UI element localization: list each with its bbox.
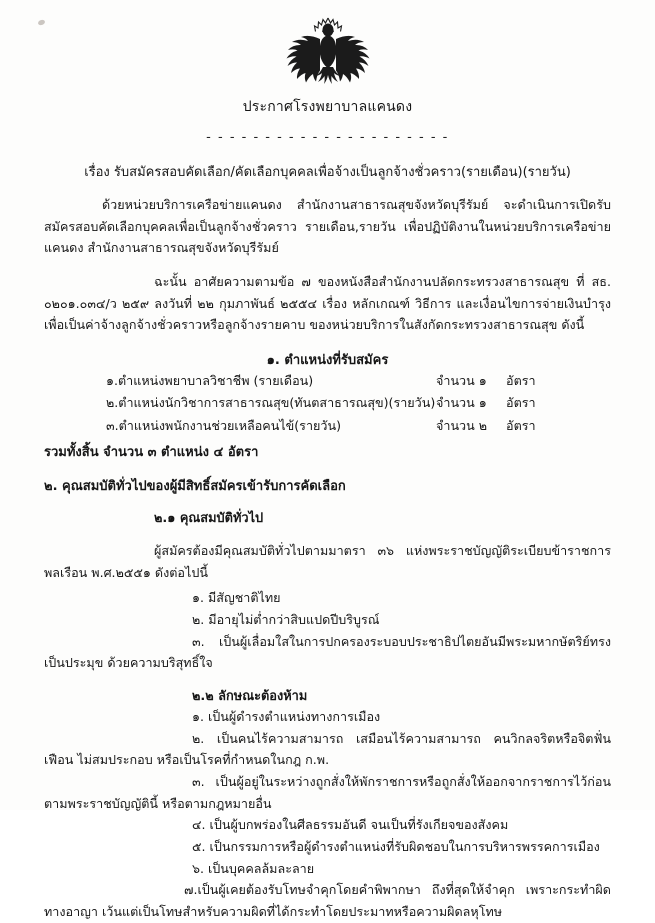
list-item: ๖. เป็นบุคคลล้มละลาย: [192, 860, 315, 876]
section-2-1-heading: ๒.๑ คุณสมบัติทั่วไป: [154, 511, 264, 527]
list-item: ๗.เป็นผู้เคยต้องรับโทษจำคุกโดยคำพิพากษา ถึงที่สุดให้จำคุก เพราะกระทำผิดทางอาญา เว้นแต่เป็นโทษสำหรับความผิดที่ได้กระทำโดยประมาทหรือความผิดลหุโทษ: [44, 882, 611, 919]
position-name: ๒.ตำแหน่งนักวิชาการสาธารณสุข(ทันตสาธารณสุข)(รายวัน): [106, 395, 436, 411]
position-name: ๓.ตำแหน่งพนักงานช่วยเหลือคนไข้(รายวัน): [106, 417, 341, 433]
paragraph-2: ฉะนั้น อาศัยความตามข้อ ๗ ของหนังสือสำนักงานปลัดกระทรวงสาธารณสุข ที่ สธ. ๐๒๐๑.๐๓๔/ว ๒๕๙ ลงวันที่ ๒๒ กุมภาพันธ์ ๒๕๕๔ เรื่อง หลักเกณฑ์ วิธีการ และเงื่อนไขการจ่ายเงินบำรุงเพื่อเป็นค่าจ้างลูกจ้างชั่วคราวหรือลูกจ้างรายคาบ ของหน่วยบริการในสังกัดกระทรวงสาธารณสุข ดังนี้: [44, 273, 611, 333]
emblem-container: [44, 0, 611, 86]
position-unit: อัตรา: [506, 395, 536, 411]
section-2-1-intro: ผู้สมัครต้องมีคุณสมบัติทั่วไปตามมาตรา ๓๖ แห่งพระราชบัญญัติระเบียบข้าราชการพลเรือน พ.ศ.๒๕๕๑ ดังต่อไปนี้: [44, 543, 611, 580]
position-row: [106, 392, 611, 414]
subject-line: เรื่อง รับสมัครสอบคัดเลือก/คัดเลือกบุคคลเพื่อจ้างเป็นลูกจ้างชั่วคราว(รายเดือน)(รายวัน): [84, 165, 571, 180]
list-item: ๒. มีอายุไม่ต่ำกว่าสิบแปดปีบริบูรณ์: [192, 612, 380, 628]
position-name: ๑.ตำแหน่งพยาบาลวิชาชีพ (รายเดือน): [106, 372, 314, 388]
page-title: ประกาศโรงพยาบาลแคนดง: [242, 99, 413, 115]
section-2-heading: ๒. คุณสมบัติทั่วไปของผู้มีสิทธิ์สมัครเข้ารับการคัดเลือก: [44, 479, 346, 495]
position-quantity: จำนวน ๒: [436, 417, 488, 433]
section-1-heading: ๑. ตำแหน่งที่รับสมัคร: [266, 352, 389, 368]
list-item: ๒. เป็นคนไร้ความสามารถ เสมือนไร้ความสามารถ คนวิกลจริตหรือจิตฟั่นเฟือน ไม่สมประกอบ หรือเป็นโรคที่กำหนดในกฎ ก.พ.: [44, 730, 611, 768]
section-2-2-heading: ๒.๒ ลักษณะต้องห้าม: [192, 689, 308, 705]
position-row: [106, 415, 611, 437]
list-item: ๔. เป็นผู้บกพร่องในศีลธรรมอันดี จนเป็นที่รังเกียจของสังคม: [192, 817, 509, 833]
list-item: ๓. เป็นผู้อยู่ในระหว่างถูกสั่งให้พักราชการหรือถูกสั่งให้ออกจากราชการไว้ก่อนตามพระราชบัญญัตินี้ หรือตามกฎหมายอื่น: [44, 774, 611, 811]
list-item: ๕. เป็นกรรมการหรือผู้ดำรงตำแหน่งที่รับผิดชอบในการบริหารพรรคการเมือง: [192, 839, 600, 855]
position-quantity: จำนวน ๑: [436, 395, 487, 411]
list-item: ๓. เป็นผู้เลื่อมใสในการปกครองระบอบประชาธิปไตยอันมีพระมหากษัตริย์ทรงเป็นประมุข ด้วยความบริสุทธิ์ใจ: [44, 633, 611, 671]
list-item: ๑. เป็นผู้ดำรงตำแหน่งทางการเมือง: [192, 709, 381, 725]
title-divider: - - - - - - - - - - - - - - - - - - - - -: [206, 130, 449, 145]
positions-total: รวมทั้งสิ้น จำนวน ๓ ตำแหน่ง ๔ อัตรา: [44, 445, 259, 461]
position-quantity: จำนวน ๑: [436, 372, 487, 388]
paragraph-1: ด้วยหน่วยบริการเครือข่ายแคนดง สำนักงานสาธารณสุขจังหวัดบุรีรัมย์ จะดำเนินการเปิดรับสมัครสอบคัดเลือกบุคคลเพื่อเป็นลูกจ้างชั่วคราว รายเดือน,รายวัน เพื่อปฏิบัติงานในหน่วยบริการเครือข่ายแคนดง สำนักงานสาธารณสุขจังหวัดบุรีรัมย์: [44, 197, 611, 256]
list-item: ๑. มีสัญชาติไทย: [192, 590, 281, 606]
position-unit: อัตรา: [506, 417, 536, 433]
position-unit: อัตรา: [506, 372, 536, 388]
garuda-emblem: [268, 14, 388, 86]
position-row: [106, 370, 611, 392]
